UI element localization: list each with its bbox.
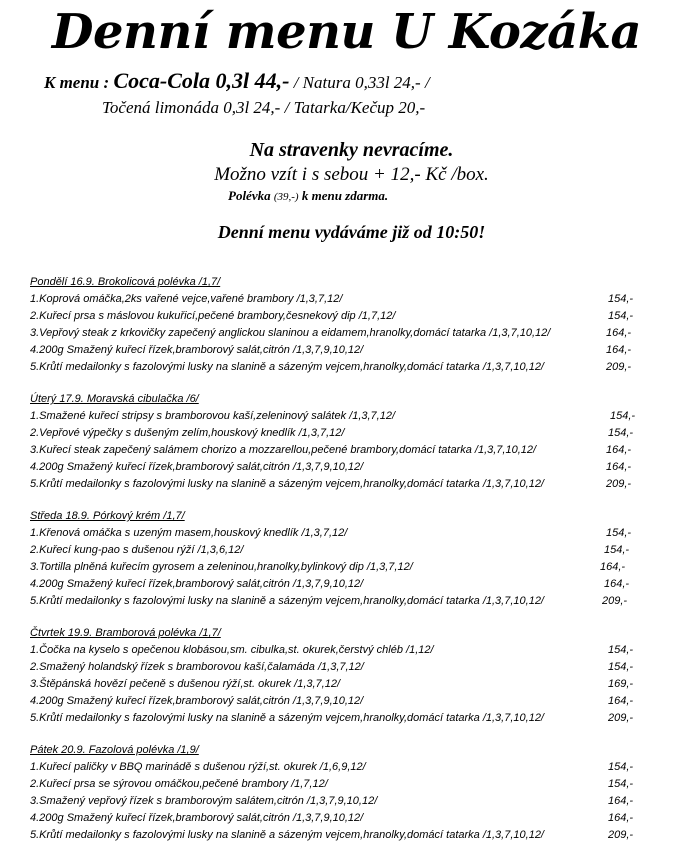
day-spacer (30, 493, 650, 508)
menu-item-price: 209,- (602, 595, 628, 607)
menu-item-price: 154,- (608, 644, 634, 656)
menu-item (30, 576, 650, 593)
menu-item (30, 759, 650, 776)
page-title: Denní menu U Kozáka (51, 4, 642, 60)
menu-item (30, 559, 650, 576)
soup-label: Polévka (228, 188, 271, 203)
menu-item-price: 209,- (606, 478, 632, 490)
menu-item (30, 693, 650, 710)
menu-item-name: 1.Koprová omáčka,2ks vařené vejce,vařené brambory /1,3,7,12/ (30, 293, 343, 305)
menu-item-price: 164,- (608, 695, 634, 707)
day-section (30, 274, 650, 376)
soup-note (228, 188, 388, 204)
menu-item (30, 676, 650, 693)
menu-item-name: 5.Krůtí medailonky s fazolovými lusky na slanině a sázeným vejcem,hranolky,domácí tatarka /1,3,7,10,12/ (30, 478, 544, 490)
menu-item (30, 425, 650, 442)
menu-item-name: 5.Krůtí medailonky s fazolovými lusky na slanině a sázeným vejcem,hranolky,domácí tatarka /1,3,7,10,12/ (30, 595, 544, 607)
menu-item-name: 4.200g Smažený kuřecí řízek,bramborový salát,citrón /1,3,7,9,10,12/ (30, 812, 364, 824)
menu-item (30, 476, 650, 493)
menu-item-name: 3.Vepřový steak z krkovičky zapečený anglickou slaninou a eidamem,hranolky,domácí tatarka /1,3,7,10,12/ (30, 327, 551, 339)
day-spacer (30, 727, 650, 742)
menu-item-name: 5.Krůtí medailonky s fazolovými lusky na slanině a sázeným vejcem,hranolky,domácí tatarka /1,3,7,10,12/ (30, 829, 544, 841)
day-section (30, 508, 650, 610)
menu-item (30, 710, 650, 727)
soup-price: (39,-) (273, 191, 299, 203)
menu-item-price: 154,- (604, 544, 630, 556)
menu-item-name: 3.Kuřecí steak zapečený salámem chorizo a mozzarellou,pečené brambory,domácí tatarka /1,3,7,10,12/ (30, 444, 537, 456)
menu-item-price: 209,- (606, 361, 632, 373)
day-spacer (30, 610, 650, 625)
menu-item-name: 2.Smažený holandský řízek s bramborovou kaší,čalamáda /1,3,7,12/ (30, 661, 364, 673)
serving-time-note: Denní menu vydáváme již od 10:50! (217, 222, 486, 242)
menu-item (30, 810, 650, 827)
menu-item-price: 164,- (604, 578, 630, 590)
menu-item-name: 4.200g Smažený kuřecí řízek,bramborový salát,citrón /1,3,7,9,10,12/ (30, 578, 364, 590)
menu-item-price: 169,- (608, 678, 634, 690)
menu-item (30, 525, 650, 542)
menu-item-price: 154,- (608, 661, 634, 673)
menu-item-name: 3.Tortilla plněná kuřecím gyrosem a zeleninou,hranolky,bylinkový dip /1,3,7,12/ (30, 561, 413, 573)
menu-item-price: 154,- (608, 293, 634, 305)
extras-highlight: Coca-Cola 0,3l 44,- (113, 68, 290, 93)
menu-item-name: 2.Kuřecí kung-pao s dušenou rýží /1,3,6,12/ (30, 544, 244, 556)
day-heading: Čtvrtek 19.9. Bramborová polévka /1,7/ (30, 627, 221, 639)
soup-rest: k menu zdarma. (301, 188, 389, 203)
menu-item-name: 3.Štěpánská hovězí pečeně s dušenou rýží,st. okurek /1,3,7,12/ (30, 678, 341, 690)
menu-item-name: 2.Vepřové výpečky s dušeným zelím,houskový knedlík /1,3,7,12/ (30, 427, 345, 439)
menu-item (30, 408, 650, 425)
menu-item (30, 593, 650, 610)
menu-item-price: 209,- (608, 712, 634, 724)
day-heading: Úterý 17.9. Moravská cibulačka /6/ (30, 393, 199, 405)
takeaway-note: Možno vzít i s sebou + 12,- Kč /box. (214, 164, 489, 185)
menu-item-name: 4.200g Smažený kuřecí řízek,bramborový salát,citrón /1,3,7,9,10,12/ (30, 461, 364, 473)
menu-item-name: 2.Kuřecí prsa se sýrovou omáčkou,pečené brambory /1,7,12/ (30, 778, 328, 790)
menu-item-price: 164,- (606, 461, 632, 473)
menu-item-price: 164,- (606, 327, 632, 339)
menu-item-name: 1.Kuřecí paličky v BBQ marinádě s dušenou rýží,st. okurek /1,6,9,12/ (30, 761, 366, 773)
weekly-menu (30, 274, 650, 844)
menu-item-name: 3.Smažený vepřový řízek s bramborovým salátem,citrón /1,3,7,9,10,12/ (30, 795, 378, 807)
menu-item (30, 542, 650, 559)
day-spacer (30, 376, 650, 391)
menu-item-name: 4.200g Smažený kuřecí řízek,bramborový salát,citrón /1,3,7,9,10,12/ (30, 344, 364, 356)
menu-item (30, 776, 650, 793)
menu-item-price: 154,- (608, 778, 634, 790)
day-heading: Středa 18.9. Pórkový krém /1,7/ (30, 510, 185, 522)
menu-item-price: 154,- (608, 761, 634, 773)
menu-item-name: 4.200g Smažený kuřecí řízek,bramborový salát,citrón /1,3,7,9,10,12/ (30, 695, 364, 707)
no-vouchers-note: Na stravenky nevracíme. (249, 139, 454, 161)
menu-item (30, 442, 650, 459)
menu-item-price: 164,- (600, 561, 626, 573)
menu-item-name: 2.Kuřecí prsa s máslovou kukuřicí,pečené brambory,česnekový dip /1,7,12/ (30, 310, 396, 322)
menu-item-price: 209,- (608, 829, 634, 841)
menu-item (30, 325, 650, 342)
menu-item-name: 5.Krůtí medailonky s fazolovými lusky na slanině a sázeným vejcem,hranolky,domácí tatarka /1,3,7,10,12/ (30, 361, 544, 373)
day-heading: Pátek 20.9. Fazolová polévka /1,9/ (30, 744, 199, 756)
menu-item-price: 154,- (608, 427, 634, 439)
menu-item (30, 827, 650, 844)
drinks-line-2: Točená limonáda 0,3l 24,- / Tatarka/Kečup 20,- (102, 98, 426, 117)
menu-item (30, 359, 650, 376)
menu-item-price: 164,- (606, 344, 632, 356)
menu-item (30, 308, 650, 325)
menu-item-name: 1.Křenová omáčka s uzeným masem,houskový knedlík /1,3,7,12/ (30, 527, 348, 539)
menu-item-price: 154,- (610, 410, 636, 422)
menu-item (30, 342, 650, 359)
day-section (30, 391, 650, 493)
menu-item-price: 164,- (608, 812, 634, 824)
menu-item (30, 459, 650, 476)
menu-item-price: 154,- (606, 527, 632, 539)
menu-item-name: 1.Smažené kuřecí stripsy s bramborovou kaší,zeleninový salátek /1,3,7,12/ (30, 410, 396, 422)
day-heading: Pondělí 16.9. Brokolicová polévka /1,7/ (30, 276, 221, 288)
menu-item-name: 5.Krůtí medailonky s fazolovými lusky na slanině a sázeným vejcem,hranolky,domácí tatarka /1,3,7,10,12/ (30, 712, 544, 724)
menu-item-name: 1.Čočka na kyselo s opečenou klobásou,sm. cibulka,st. okurek,čerstvý chléb /1,12/ (30, 644, 434, 656)
menu-item (30, 793, 650, 810)
menu-item (30, 659, 650, 676)
extras-label: K menu : (44, 73, 110, 92)
day-section (30, 742, 650, 844)
menu-item-price: 154,- (608, 310, 634, 322)
menu-item-price: 164,- (606, 444, 632, 456)
extras-rest: / Natura 0,33l 24,- / (293, 73, 430, 92)
menu-item-price: 164,- (608, 795, 634, 807)
menu-item (30, 642, 650, 659)
menu-item (30, 291, 650, 308)
day-section (30, 625, 650, 727)
drinks-line-1 (44, 68, 430, 94)
